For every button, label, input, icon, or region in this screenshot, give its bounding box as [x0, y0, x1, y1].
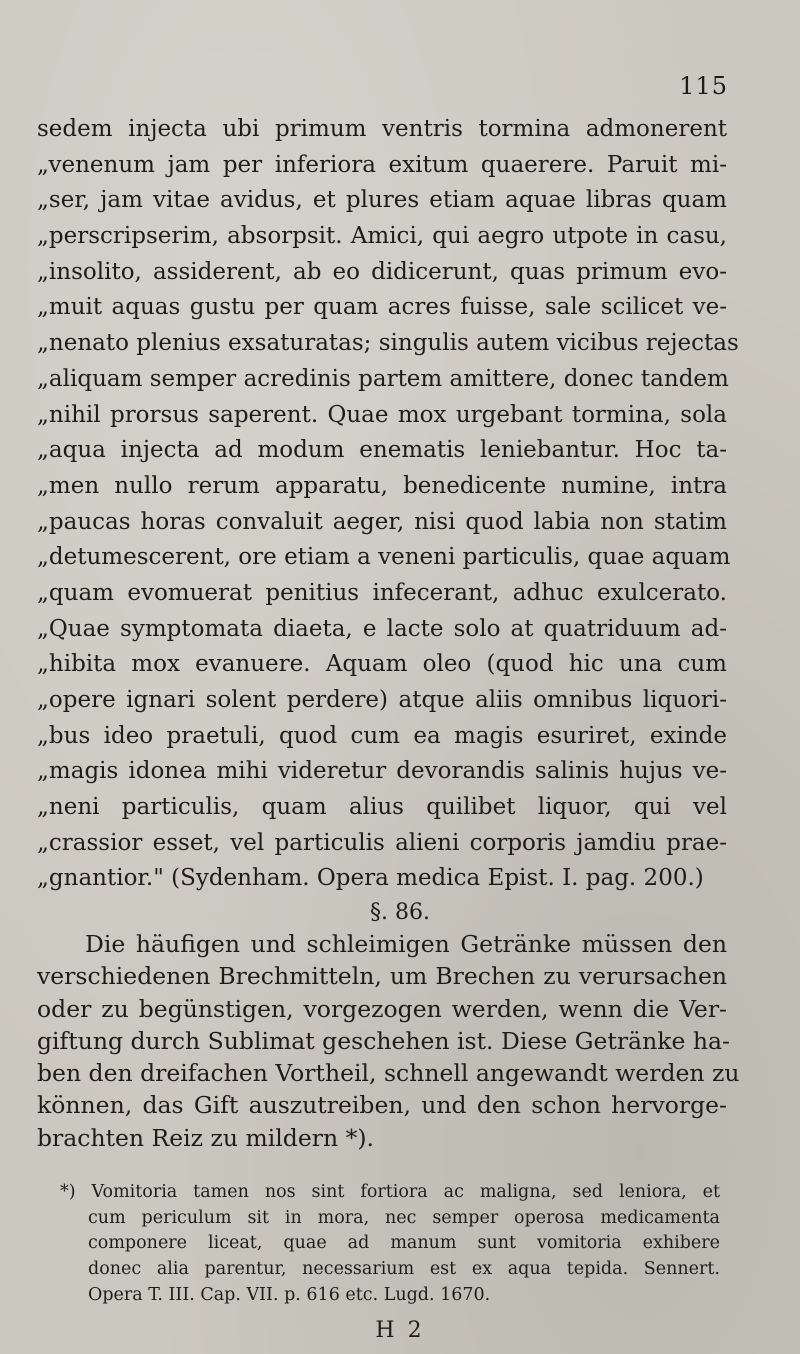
text-line [37, 540, 731, 576]
text-line [37, 290, 727, 326]
text-line [37, 754, 727, 790]
line-text: „men nullo rerum apparatu, benedicente numine, intra [37, 472, 727, 499]
page-number: 115 [679, 72, 728, 100]
line-text: „aqua injecta ad modum enematis leniebantur. Hoc ta- [37, 437, 727, 464]
line-text: „venenum jam per inferiora exitum quaerere. Paruit mi- [37, 151, 727, 178]
footnote-line [60, 1231, 720, 1257]
line-text: Die häufigen und schleimigen Getränke müssen den [85, 930, 727, 958]
line-text: „crassior esset, vel particulis alieni corporis jamdiu prae- [37, 829, 727, 856]
line-text: giftung durch Sublimat geschehen ist. Diese Getränke ha- [37, 1026, 730, 1055]
line-text: ben den dreifachen Vortheil, schnell angewandt werden zu [37, 1059, 740, 1088]
text-line [37, 398, 727, 434]
line-text: cum periculum sit in mora, nec semper operosa medicamenta [88, 1207, 720, 1228]
line-text: „insolito, assiderent, ab eo didicerunt, quas primum evo- [37, 258, 727, 285]
line-text: verschiedenen Brechmitteln, um Brechen zu verursachen [37, 962, 727, 991]
line-text: „opere ignari solent perdere) atque aliis omnibus liquori- [37, 687, 727, 713]
line-text: „Quae symptomata diaeta, e lacte solo at quatriduum ad- [37, 615, 727, 642]
footnote-line [60, 1283, 720, 1309]
german-paragraph [37, 928, 740, 1154]
line-text: oder zu begünstigen, vorgezogen werden, wenn die Ver- [37, 994, 727, 1023]
text-line [37, 683, 727, 719]
text-line [37, 326, 739, 362]
line-text: „perscripserim, absorpsit. Amici, qui aegro utpote in casu, [37, 223, 727, 250]
text-line [37, 928, 727, 960]
line-text: „neni particulis, quam alius quilibet liquor, qui vel [37, 794, 727, 821]
text-line [37, 255, 727, 291]
line-text: „gnantior." (Sydenham. Opera medica Epist. I. pag. 200.) [37, 865, 704, 892]
line-text: brachten Reiz zu mildern *). [37, 1123, 374, 1152]
text-line [37, 505, 727, 541]
footnote [60, 1180, 720, 1308]
line-text: „muit aquas gustu per quam acres fuisse, sale scilicet ve- [37, 294, 727, 321]
line-text: „nihil prorsus saperent. Quae mox urgebant tormina, sola [37, 401, 727, 428]
line-text: „aliquam semper acredinis partem amittere, donec tandem [37, 365, 729, 392]
text-line [37, 148, 727, 184]
line-text: componere liceat, quae ad manum sunt vomitoria exhibere [88, 1233, 720, 1254]
text-line [37, 1057, 740, 1089]
text-line [37, 612, 727, 648]
line-text: Opera T. III. Cap. VII. p. 616 etc. Lugd. 1670. [88, 1284, 491, 1305]
text-line [37, 826, 727, 862]
text-line [37, 1025, 730, 1057]
line-text: „bus ideo praetuli, quod cum ea magis esuriret, exinde [37, 722, 727, 749]
text-line [37, 362, 727, 398]
text-line [37, 219, 727, 255]
line-text: donec alia parentur, necessarium est ex aqua tepida. Sennert. [88, 1259, 720, 1280]
line-text: „ser, jam vitae avidus, et plures etiam aquae libras quam [37, 187, 727, 214]
line-text: „detumescerent, ore etiam a veneni particulis, quae aquam [37, 544, 731, 571]
line-text: „magis idonea mihi videretur devorandis salinis hujus ve- [37, 758, 727, 785]
text-line-citation [37, 861, 727, 897]
footnote-line [60, 1206, 720, 1232]
latin-quotation [37, 112, 739, 897]
text-line [37, 1122, 727, 1154]
line-text: sedem injecta ubi primum ventris tormina admonerent [37, 116, 727, 142]
text-line [37, 719, 727, 755]
text-line [37, 112, 727, 148]
text-line [37, 469, 727, 505]
line-text: *) Vomitoria tamen nos sint fortiora ac maligna, sed leniora, et [60, 1182, 720, 1202]
text-line [37, 1089, 727, 1121]
text-line [37, 993, 727, 1025]
text-line [37, 960, 727, 992]
line-text: können, das Gift auszutreiben, und den schon hervorge- [37, 1091, 727, 1120]
line-text: „nenato plenius exsaturatas; singulis autem vicibus rejectas [37, 330, 739, 357]
text-line [37, 790, 727, 826]
text-line [37, 433, 727, 469]
line-text: „paucas horas convaluit aeger, nisi quod labia non statim [37, 508, 727, 535]
footnote-line [60, 1180, 720, 1206]
line-text: „quam evomuerat penitius infecerant, adhuc exulcerato. [37, 579, 727, 606]
footnote-line [60, 1257, 720, 1283]
text-line [37, 576, 727, 612]
signature-mark: H 2 [375, 1318, 425, 1343]
text-line [37, 647, 727, 683]
section-heading: §. 86. [370, 900, 430, 925]
text-line [37, 183, 727, 219]
line-text: „hibita mox evanuere. Aquam oleo (quod hic una cum [37, 651, 727, 678]
